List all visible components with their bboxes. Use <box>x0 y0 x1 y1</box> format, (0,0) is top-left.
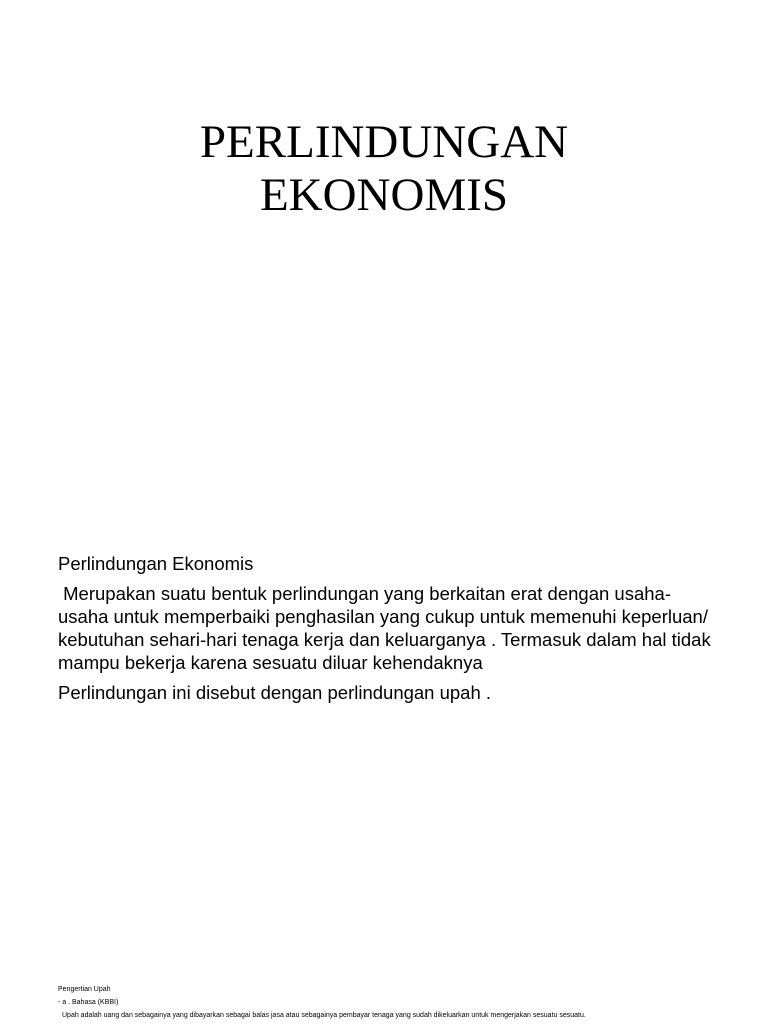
notes-line-kbbi-definition: Upah adalah uang dan sebagainya yang dibayarkan sebagai balas jasa atau sebagainya pembayar tenaga yang sudah dikeluarkan untuk mengerjakan sesuatu sesuatu. <box>62 1012 586 1019</box>
notes-line-wage-definition: Pengertian Upah <box>58 986 111 993</box>
body-paragraph-wage-protection: Perlindungan ini disebut dengan perlindungan upah . <box>58 682 492 703</box>
body-heading: Perlindungan Ekonomis <box>58 553 254 574</box>
slide-body <box>58 552 718 711</box>
notes-line-kbbi: - a . Bahasa (KBBI) <box>58 999 119 1006</box>
body-paragraph-definition: Merupakan suatu bentuk perlindungan yang berkaitan erat dengan usaha-usaha untuk memperbaiki penghasilan yang cukup untuk memenuhi keperluan/ kebutuhan sehari-hari tenaga kerja dan keluarganya . Termasuk dalam hal tidak mampu bekerja karena sesuatu diluar kehendaknya <box>58 583 716 673</box>
slide-title-line-1: PERLINDUNGAN <box>199 116 569 168</box>
slide-title-line-2: EKONOMIS <box>259 169 509 221</box>
slide-title <box>0 116 768 222</box>
slide-notes <box>58 983 758 1022</box>
